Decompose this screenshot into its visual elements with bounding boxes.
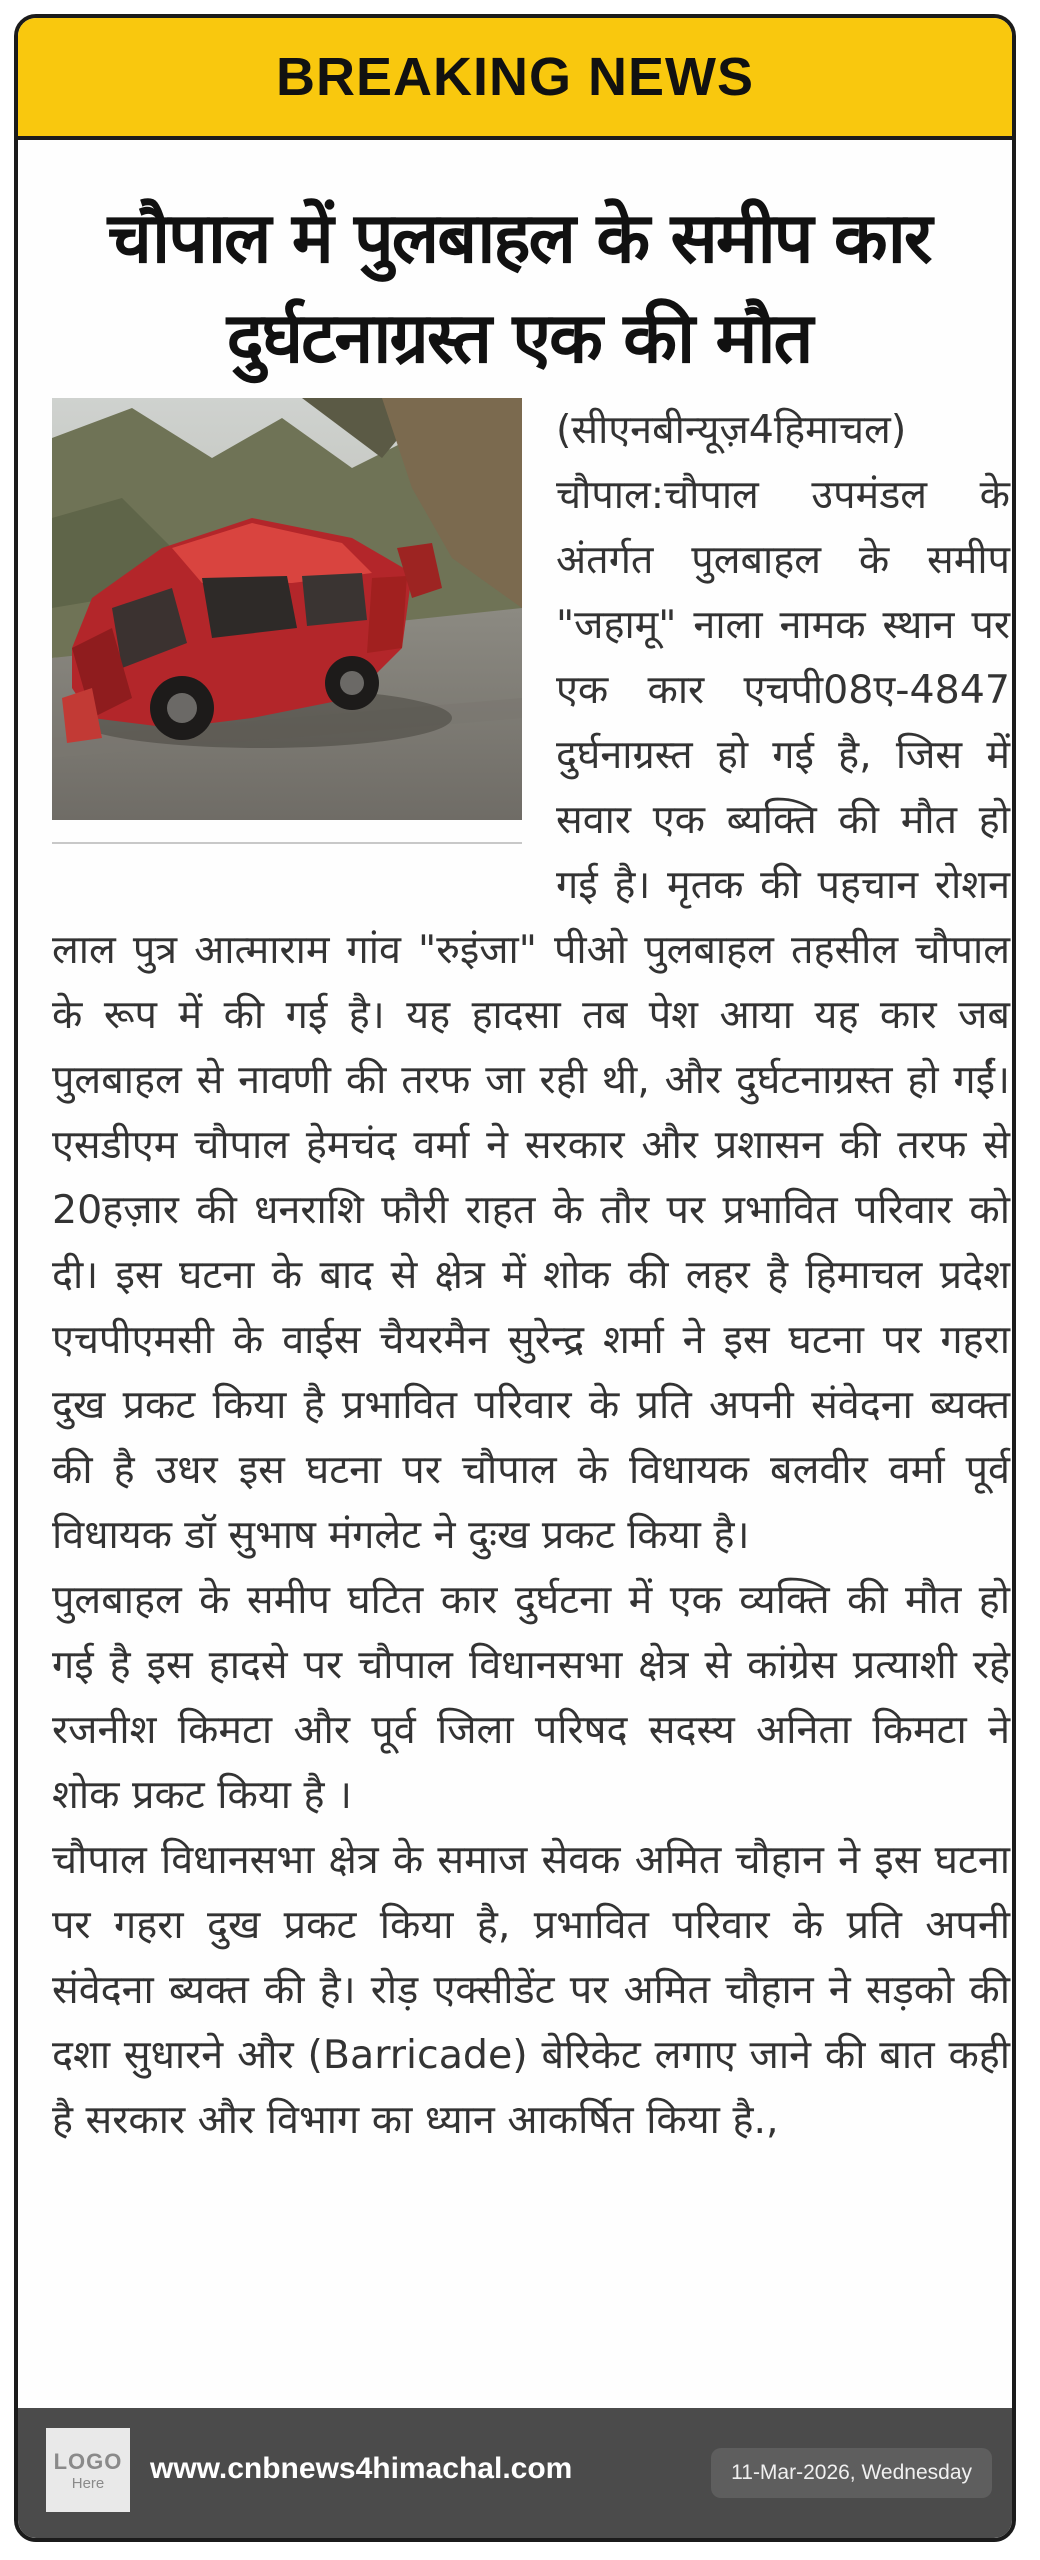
article-paragraph-1: (सीएनबीन्यूज़4हिमाचल) चौपाल:चौपाल उपमंडल के अंतर्गत पुलबाहल के समीप "जहामू" नाला नामक स्थान पर एक कार एचपी08ए-4847 दुर्घनाग्रस्त हो गई है, जिस में सवार एक ब्यक्ति की मौत हो गई है। मृतक की पहचान रोशन लाल पुत्र आत्माराम गांव "रुइंजा" पीओ पुलबाहल तहसील चौपाल के रूप में की गई है। यह हादसा तब पेश आया यह कार जब पुलबाहल से नावणी की तरफ जा रही थी, और दुर्घटनाग्रस्त हो गईं। एसडीएम चौपाल हेमचंद वर्मा ने सरकार और प्रशासन की तरफ से 20हज़ार की धनराशि फौरी राहत के तौर पर प्रभावित परिवार को दी। इस घटना के बाद से क्षेत्र में शोक की लहर है हिमाचल प्रदेश एचपीएमसी के वाईस चैयरमैन सुरेन्द्र शर्मा ने इस घटना पर गहरा दुख प्रकट किया है प्रभावित परिवार के प्रति अपनी संवेदना ब्यक्त की है उधर इस घटना पर चौपाल के विधायक बलवीर वर्मा पूर्व विधायक डॉ सुभाष मंगलेट ने दुःख प्रकट किया है। bbox=[52, 407, 1010, 1558]
news-photo-block bbox=[52, 398, 528, 856]
headline-line-1: चौपाल में पुलबाहल के समीप कार bbox=[107, 197, 931, 279]
photo-divider bbox=[52, 842, 522, 844]
headline bbox=[38, 188, 1000, 388]
crashed-car-photo bbox=[52, 398, 522, 820]
logo-subtext: Here bbox=[71, 2474, 105, 2492]
article-body bbox=[52, 398, 1010, 2153]
website-link[interactable]: www.cnbnews4himachal.com bbox=[150, 2452, 573, 2485]
logo-placeholder bbox=[46, 2428, 130, 2512]
article-paragraph-2: पुलबाहल के समीप घटित कार दुर्घटना में एक व्यक्ति की मौत हो गई है इस हादसे पर चौपाल विधानसभा क्षेत्र से कांग्रेस प्रत्याशी रहे रजनीश किमटा और पूर्व जिला परिषद सदस्य अनिता किमटा ने शोक प्रकट किया है । bbox=[52, 1577, 1010, 1818]
date-badge: 11-Mar-2026, Wednesday bbox=[711, 2448, 992, 2498]
footer-bar bbox=[18, 2408, 1012, 2538]
logo-text: LOGO bbox=[53, 2448, 123, 2474]
news-card bbox=[14, 14, 1016, 2542]
breaking-news-banner bbox=[18, 18, 1012, 140]
article-paragraph-3: चौपाल विधानसभा क्षेत्र के समाज सेवक अमित चौहान ने इस घटना पर गहरा दुख प्रकट किया है, प्रभावित परिवार के प्रति अपनी संवेदना ब्यक्त की है। रोड़ एक्सीडेंट पर अमित चौहान ने सड़को की दशा सुधारने और (Barricade) बेरिकेट लगाए जाने की बात कही है सरकार और विभाग का ध्यान आकर्षित किया है., bbox=[52, 1837, 1010, 2143]
crashed-car-illustration-icon bbox=[52, 398, 522, 820]
headline-line-2: दुर्घटनाग्रस्त एक की मौत bbox=[226, 297, 812, 379]
banner-label: BREAKING NEWS bbox=[275, 47, 754, 107]
